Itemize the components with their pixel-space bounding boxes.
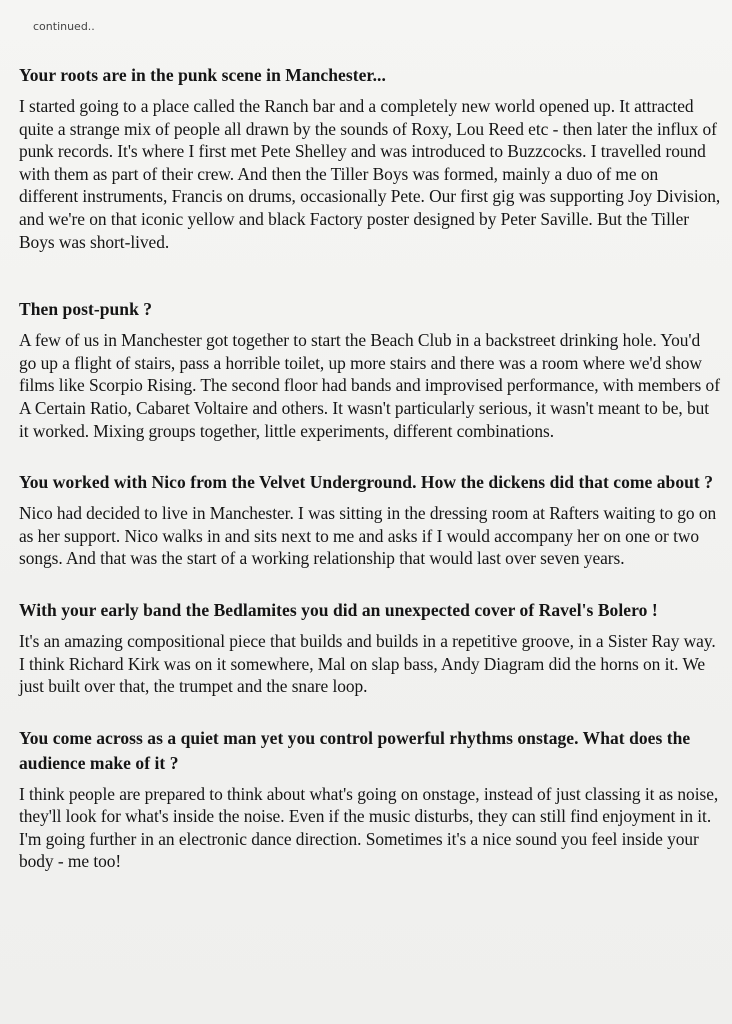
question-heading: Your roots are in the punk scene in Manchester... bbox=[19, 65, 386, 85]
interview-section-bolero bbox=[19, 598, 721, 698]
question-heading: You worked with Nico from the Velvet Underground. How the dickens did that come about ? bbox=[19, 472, 714, 493]
question-heading: Then post-punk ? bbox=[19, 299, 153, 320]
interview-section-punk-roots bbox=[19, 63, 721, 253]
question-heading: You come across as a quiet man yet you control powerful rhythms onstage. What does the audience make of it ? bbox=[19, 727, 691, 773]
interview-section-nico bbox=[19, 470, 721, 570]
interview-section-post-punk bbox=[19, 297, 721, 442]
answer-paragraph: I started going to a place called the Ranch bar and a completely new world opened up. It attracted quite a strange mix of people all drawn by the sounds of Roxy, Lou Reed etc - then later the influx of punk records. It's where I first met Pete Shelley and was introduced to Buzzcocks. I travelled round with them as part of their crew. And then the Tiller Boys was formed, mainly a duo of me on different instruments, Francis on drums, occasionally Pete. Our first gig was supporting Joy Division, and we're on that iconic yellow and black Factory poster designed by Peter Saville. But the Tiller Boys was short-lived. bbox=[19, 96, 721, 252]
answer-paragraph: It's an amazing compositional piece that builds and builds in a repetitive groove, in a Sister Ray way. I think Richard Kirk was on it somewhere, Mal on slap bass, Andy Diagram did the horns on it. We just built over that, the trumpet and the snare loop. bbox=[19, 630, 716, 697]
answer-paragraph: A few of us in Manchester got together to start the Beach Club in a backstreet drinking hole. You'd go up a flight of stairs, pass a horrible toilet, up more stairs and there was a room where we'd show films like Scorpio Rising. The second floor had bands and improvised performance, with members of A Certain Ratio, Cabaret Voltaire and others. It wasn't particularly serious, it wasn't meant to be, but it worked. Mixing groups together, little experiments, different combinations. bbox=[19, 330, 720, 441]
answer-paragraph: Nico had decided to live in Manchester. I was sitting in the dressing room at Rafters waiting to go on as her support. Nico walks in and sits next to me and asks if I would accompany her on one or two songs. And that was the start of a working relationship that would last over seven years. bbox=[19, 503, 717, 569]
continued-label: continued.. bbox=[33, 20, 95, 33]
interview-content bbox=[19, 63, 721, 873]
answer-paragraph: I think people are prepared to think about what's going on onstage, instead of just classing it as noise, they'll look for what's inside the noise. Even if the music disturbs, they can still find enjoyment in it. I'm going further in an electronic dance direction. Sometimes it's a nice sound you feel inside your body - me too! bbox=[19, 783, 719, 872]
question-heading: With your early band the Bedlamites you did an unexpected cover of Ravel's Bolero ! bbox=[19, 599, 658, 620]
interview-section-audience bbox=[19, 726, 721, 873]
